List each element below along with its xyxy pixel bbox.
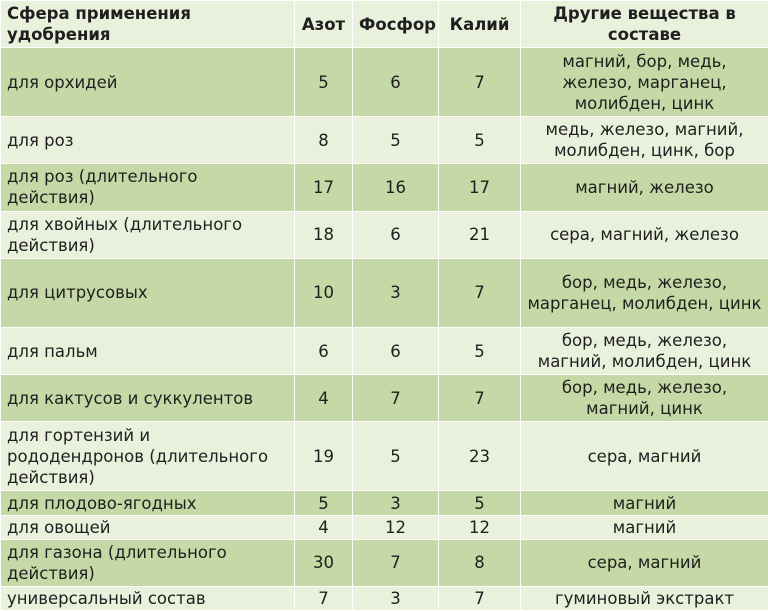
cell-other: магний, бор, медь, железо, марганец, молибден, цинк — [521, 48, 768, 117]
cell-phosphorus: 7 — [353, 539, 439, 586]
cell-potassium: 12 — [439, 515, 521, 539]
cell-nitrogen: 6 — [295, 327, 353, 374]
cell-phosphorus: 6 — [353, 48, 439, 117]
cell-potassium: 7 — [439, 586, 521, 610]
cell-phosphorus: 3 — [353, 491, 439, 515]
cell-nitrogen: 5 — [295, 48, 353, 117]
cell-other: магний — [521, 491, 768, 515]
header-nitrogen: Азот — [295, 1, 353, 48]
table-row — [1, 48, 768, 117]
table-row — [1, 117, 768, 164]
cell-other: гуминовый экстракт — [521, 586, 768, 610]
cell-potassium: 7 — [439, 48, 521, 117]
table-row — [1, 491, 768, 515]
table-row — [1, 539, 768, 586]
cell-use: для овощей — [1, 515, 295, 539]
cell-phosphorus: 3 — [353, 258, 439, 327]
cell-use: для гортензий и рододендронов (длительного действия) — [1, 422, 295, 491]
cell-potassium: 7 — [439, 375, 521, 422]
table-row — [1, 586, 768, 610]
cell-other: медь, железо, магний, молибден, цинк, бор — [521, 117, 768, 164]
cell-nitrogen: 5 — [295, 491, 353, 515]
table-row — [1, 164, 768, 211]
cell-use: для орхидей — [1, 48, 295, 117]
cell-other: сера, магний — [521, 422, 768, 491]
cell-potassium: 23 — [439, 422, 521, 491]
cell-phosphorus: 6 — [353, 327, 439, 374]
table-row — [1, 515, 768, 539]
cell-use: для роз — [1, 117, 295, 164]
cell-phosphorus: 5 — [353, 422, 439, 491]
cell-potassium: 17 — [439, 164, 521, 211]
cell-potassium: 7 — [439, 258, 521, 327]
table-row — [1, 375, 768, 422]
cell-potassium: 5 — [439, 327, 521, 374]
cell-phosphorus: 5 — [353, 117, 439, 164]
cell-nitrogen: 4 — [295, 515, 353, 539]
cell-potassium: 5 — [439, 491, 521, 515]
cell-nitrogen: 7 — [295, 586, 353, 610]
header-row — [1, 1, 768, 48]
cell-use: универсальный состав — [1, 586, 295, 610]
cell-nitrogen: 19 — [295, 422, 353, 491]
cell-phosphorus: 6 — [353, 211, 439, 258]
cell-other: бор, медь, железо, магний, цинк — [521, 375, 768, 422]
cell-nitrogen: 8 — [295, 117, 353, 164]
cell-potassium: 21 — [439, 211, 521, 258]
cell-phosphorus: 7 — [353, 375, 439, 422]
cell-use: для кактусов и суккулентов — [1, 375, 295, 422]
cell-use: для газона (длительного действия) — [1, 539, 295, 586]
cell-nitrogen: 4 — [295, 375, 353, 422]
table-row — [1, 258, 768, 327]
header-use: Сфера применения удобрения — [1, 1, 295, 48]
cell-other: бор, медь, железо, марганец, молибден, цинк — [521, 258, 768, 327]
cell-nitrogen: 17 — [295, 164, 353, 211]
cell-other: магний, железо — [521, 164, 768, 211]
header-phosphorus: Фосфор — [353, 1, 439, 48]
cell-nitrogen: 30 — [295, 539, 353, 586]
cell-nitrogen: 10 — [295, 258, 353, 327]
cell-potassium: 5 — [439, 117, 521, 164]
header-other: Другие вещества в составе — [521, 1, 768, 48]
table-row — [1, 211, 768, 258]
cell-use: для плодово-ягодных — [1, 491, 295, 515]
cell-other: бор, медь, железо, магний, молибден, цинк — [521, 327, 768, 374]
cell-phosphorus: 12 — [353, 515, 439, 539]
cell-other: сера, магний, железо — [521, 211, 768, 258]
cell-other: сера, магний — [521, 539, 768, 586]
cell-potassium: 8 — [439, 539, 521, 586]
header-potassium: Калий — [439, 1, 521, 48]
cell-phosphorus: 3 — [353, 586, 439, 610]
cell-use: для роз (длительного действия) — [1, 164, 295, 211]
cell-use: для хвойных (длительного действия) — [1, 211, 295, 258]
cell-other: магний — [521, 515, 768, 539]
cell-nitrogen: 18 — [295, 211, 353, 258]
table-row — [1, 327, 768, 374]
table-row — [1, 422, 768, 491]
cell-use: для пальм — [1, 327, 295, 374]
cell-use: для цитрусовых — [1, 258, 295, 327]
cell-phosphorus: 16 — [353, 164, 439, 211]
